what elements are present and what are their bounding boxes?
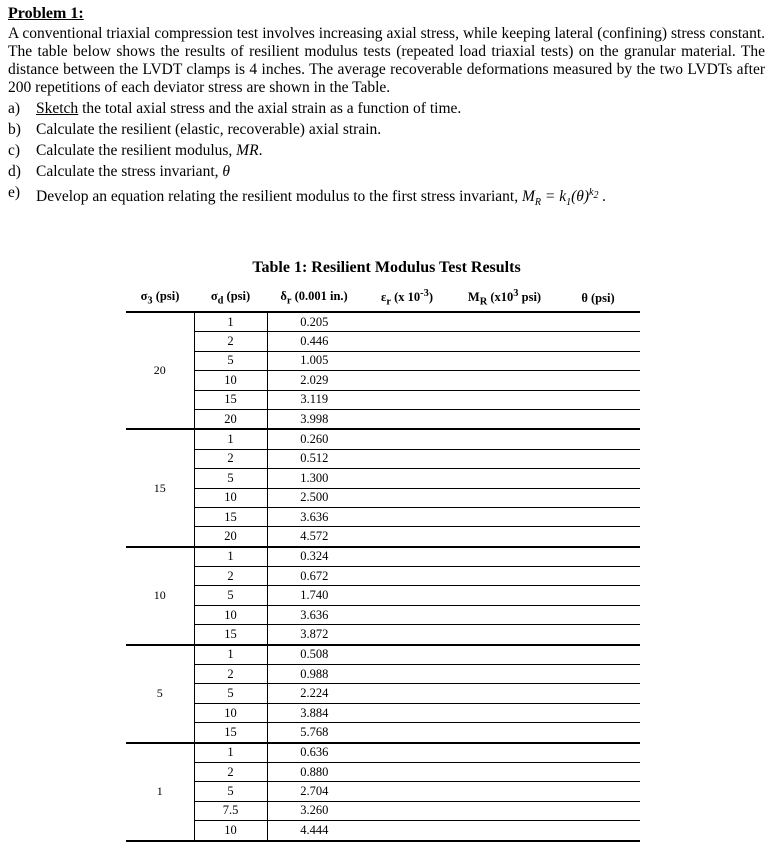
table-row — [126, 332, 640, 351]
part-b-text: Calculate the resilient (elastic, recoverable) axial strain. — [36, 121, 382, 138]
table-row — [126, 469, 640, 488]
theta-cell — [556, 762, 640, 781]
deformation-cell: 2.500 — [267, 488, 361, 507]
table-row — [126, 703, 640, 722]
theta-cell — [556, 605, 640, 624]
theta-cell — [556, 469, 640, 488]
part-e-text: Develop an equation relating the resilient modulus to the first stress invariant, — [36, 188, 522, 206]
deformation-cell: 0.512 — [267, 449, 361, 468]
theta-cell — [556, 429, 640, 449]
table-row — [126, 625, 640, 645]
sigmad-cell: 15 — [194, 507, 267, 526]
deformation-cell: 0.988 — [267, 665, 361, 684]
strain-cell — [361, 723, 453, 743]
table-row — [126, 507, 640, 526]
modulus-cell — [453, 351, 556, 370]
modulus-cell — [453, 605, 556, 624]
theta-cell — [556, 312, 640, 332]
table-row — [126, 762, 640, 781]
part-label: a) — [8, 100, 21, 117]
modulus-cell — [453, 488, 556, 507]
deformation-cell: 0.205 — [267, 312, 361, 332]
strain-cell — [361, 429, 453, 449]
theta-cell — [556, 821, 640, 841]
table-row — [126, 488, 640, 507]
table-row — [126, 371, 640, 390]
modulus-cell — [453, 469, 556, 488]
modulus-cell — [453, 409, 556, 429]
table-header-row — [126, 285, 640, 312]
equation: $M_R = k_1(\theta)^{k_2}$ . — [521, 187, 607, 209]
sigmad-cell: 7.5 — [194, 801, 267, 820]
part-c-text: Calculate the resilient modulus, — [36, 142, 237, 159]
theta-cell — [556, 743, 640, 763]
part-b — [8, 119, 765, 140]
theta-cell — [556, 723, 640, 743]
theta-cell — [556, 665, 640, 684]
sigmad-cell: 10 — [194, 488, 267, 507]
deformation-cell: 0.324 — [267, 547, 361, 567]
theta-cell — [556, 351, 640, 370]
table-row — [126, 547, 640, 567]
theta-cell — [556, 547, 640, 567]
strain-cell — [361, 625, 453, 645]
sigmad-cell: 10 — [194, 821, 267, 841]
strain-cell — [361, 586, 453, 605]
theta-cell — [556, 625, 640, 645]
sigmad-cell: 1 — [194, 547, 267, 567]
modulus-cell — [453, 801, 556, 820]
part-label: c) — [8, 142, 21, 159]
sigmad-cell: 5 — [194, 782, 267, 801]
problem-parts — [8, 98, 765, 213]
theta-cell — [556, 586, 640, 605]
deformation-cell: 0.672 — [267, 567, 361, 586]
theta-cell — [556, 527, 640, 547]
table-row — [126, 429, 640, 449]
header-modulus: $M_R$ ($x10^3$ psi) — [453, 285, 556, 312]
modulus-cell — [453, 821, 556, 841]
modulus-cell — [453, 332, 556, 351]
strain-cell — [361, 801, 453, 820]
theta-cell — [556, 409, 640, 429]
deformation-cell: 0.636 — [267, 743, 361, 763]
table-row — [126, 605, 640, 624]
deformation-cell: 0.508 — [267, 645, 361, 665]
table-row — [126, 723, 640, 743]
part-c-tail: . — [258, 142, 263, 159]
sigmad-cell: 1 — [194, 743, 267, 763]
part-label: d) — [8, 163, 21, 180]
table-caption: Table 1: Resilient Modulus Test Results — [252, 259, 521, 276]
sigmad-cell: 1 — [194, 645, 267, 665]
sigma3-cell: 15 — [126, 429, 194, 546]
modulus-cell — [453, 703, 556, 722]
sigma3-cell: 20 — [126, 312, 194, 429]
strain-cell — [361, 449, 453, 468]
table-row — [126, 527, 640, 547]
header-strain: $\varepsilon_r$ (x $10^{-3}$) — [361, 285, 453, 312]
strain-cell — [361, 351, 453, 370]
sigma3-cell: 1 — [126, 743, 194, 841]
strain-cell — [361, 527, 453, 547]
deformation-cell: 3.884 — [267, 703, 361, 722]
strain-cell — [361, 488, 453, 507]
table-row — [126, 782, 640, 801]
deformation-cell: 2.029 — [267, 371, 361, 390]
theta-cell — [556, 801, 640, 820]
strain-cell — [361, 390, 453, 409]
table-row — [126, 351, 640, 370]
strain-cell — [361, 782, 453, 801]
header-sigmad: $\sigma_d$ (psi) — [194, 285, 267, 312]
sigmad-cell: 10 — [194, 703, 267, 722]
part-c — [8, 140, 765, 161]
strain-cell — [361, 703, 453, 722]
modulus-cell — [453, 371, 556, 390]
strain-cell — [361, 762, 453, 781]
sigmad-cell: 2 — [194, 762, 267, 781]
sigmad-cell: 2 — [194, 665, 267, 684]
table-row — [126, 390, 640, 409]
deformation-cell: 3.260 — [267, 801, 361, 820]
deformation-cell: 2.224 — [267, 684, 361, 703]
part-d — [8, 161, 765, 182]
strain-cell — [361, 312, 453, 332]
table-row — [126, 586, 640, 605]
modulus-cell — [453, 684, 556, 703]
header-sigma3: $\sigma_3$ (psi) — [126, 285, 194, 312]
deformation-cell: 3.636 — [267, 605, 361, 624]
modulus-cell — [453, 390, 556, 409]
sigma3-cell: 5 — [126, 645, 194, 743]
problem-title: Problem 1: — [8, 5, 84, 22]
modulus-cell — [453, 665, 556, 684]
table-row — [126, 312, 640, 332]
modulus-cell — [453, 567, 556, 586]
part-a-text: the total axial stress and the axial strain as a function of time. — [78, 100, 462, 117]
part-label: b) — [8, 121, 21, 138]
strain-cell — [361, 332, 453, 351]
sigmad-cell: 5 — [194, 351, 267, 370]
modulus-cell — [453, 782, 556, 801]
modulus-cell — [453, 449, 556, 468]
theta-cell — [556, 488, 640, 507]
strain-cell — [361, 507, 453, 526]
theta-cell — [556, 371, 640, 390]
modulus-cell — [453, 527, 556, 547]
deformation-cell: 3.636 — [267, 507, 361, 526]
sigmad-cell: 20 — [194, 527, 267, 547]
part-a-underlined: Sketch — [36, 100, 79, 117]
theta-cell — [556, 782, 640, 801]
deformation-cell: 1.005 — [267, 351, 361, 370]
deformation-cell: 0.446 — [267, 332, 361, 351]
modulus-cell — [453, 507, 556, 526]
modulus-cell — [453, 645, 556, 665]
theta-cell — [556, 684, 640, 703]
deformation-cell: 4.572 — [267, 527, 361, 547]
sigmad-cell: 5 — [194, 469, 267, 488]
strain-cell — [361, 645, 453, 665]
table-row — [126, 567, 640, 586]
theta-cell — [556, 507, 640, 526]
strain-cell — [361, 371, 453, 390]
strain-cell — [361, 743, 453, 763]
theta-cell — [556, 703, 640, 722]
table-row — [126, 684, 640, 703]
part-a — [8, 98, 765, 119]
table-row — [126, 449, 640, 468]
modulus-cell — [453, 723, 556, 743]
theta-cell — [556, 449, 640, 468]
deformation-cell: 5.768 — [267, 723, 361, 743]
theta-cell — [556, 332, 640, 351]
table-row — [126, 821, 640, 841]
part-label: e) — [8, 184, 21, 201]
part-c-variable: MR — [236, 142, 259, 159]
header-deformation: $\delta_r$ (0.001 in.) — [267, 285, 361, 312]
strain-cell — [361, 567, 453, 586]
table-row — [126, 409, 640, 429]
sigmad-cell: 20 — [194, 409, 267, 429]
table-row — [126, 743, 640, 763]
sigmad-cell: 1 — [194, 429, 267, 449]
sigmad-cell: 5 — [194, 586, 267, 605]
deformation-cell: 2.704 — [267, 782, 361, 801]
deformation-cell: 3.119 — [267, 390, 361, 409]
sigmad-cell: 2 — [194, 567, 267, 586]
deformation-cell: 0.260 — [267, 429, 361, 449]
deformation-cell: 3.998 — [267, 409, 361, 429]
table-row — [126, 645, 640, 665]
deformation-cell: 1.300 — [267, 469, 361, 488]
strain-cell — [361, 665, 453, 684]
sigmad-cell: 10 — [194, 605, 267, 624]
sigmad-cell: 10 — [194, 371, 267, 390]
part-d-text: Calculate the stress invariant, — [36, 163, 223, 180]
sigmad-cell: 5 — [194, 684, 267, 703]
header-theta: θ (psi) — [556, 285, 640, 312]
strain-cell — [361, 469, 453, 488]
part-d-variable: θ — [222, 163, 230, 180]
sigmad-cell: 15 — [194, 390, 267, 409]
resilient-modulus-table — [126, 285, 640, 842]
table-row — [126, 801, 640, 820]
table-body — [126, 312, 640, 841]
modulus-cell — [453, 762, 556, 781]
sigmad-cell: 15 — [194, 723, 267, 743]
modulus-cell — [453, 743, 556, 763]
deformation-cell: 4.444 — [267, 821, 361, 841]
modulus-cell — [453, 547, 556, 567]
problem-intro: A conventional triaxial compression test involves increasing axial stress, while keeping lateral (confining) stress constant. The table below shows the results of resilient modulus tests (repeated load triaxial tests) on the granular material. The distance between the LVDT clamps is 4 inches. The average recoverable deformations measured by the two LVDTs after 200 repetitions of each deviator stress are shown in the Table. — [8, 25, 765, 96]
modulus-cell — [453, 429, 556, 449]
deformation-cell: 0.880 — [267, 762, 361, 781]
strain-cell — [361, 605, 453, 624]
sigmad-cell: 1 — [194, 312, 267, 332]
strain-cell — [361, 409, 453, 429]
sigmad-cell: 2 — [194, 449, 267, 468]
sigmad-cell: 2 — [194, 332, 267, 351]
strain-cell — [361, 547, 453, 567]
problem-section — [8, 4, 765, 213]
sigmad-cell: 15 — [194, 625, 267, 645]
theta-cell — [556, 390, 640, 409]
strain-cell — [361, 684, 453, 703]
sigma3-cell: 10 — [126, 547, 194, 645]
theta-cell — [556, 645, 640, 665]
modulus-cell — [453, 625, 556, 645]
part-e — [8, 182, 765, 213]
deformation-cell: 3.872 — [267, 625, 361, 645]
strain-cell — [361, 821, 453, 841]
table-row — [126, 665, 640, 684]
theta-cell — [556, 567, 640, 586]
modulus-cell — [453, 586, 556, 605]
deformation-cell: 1.740 — [267, 586, 361, 605]
modulus-cell — [453, 312, 556, 332]
